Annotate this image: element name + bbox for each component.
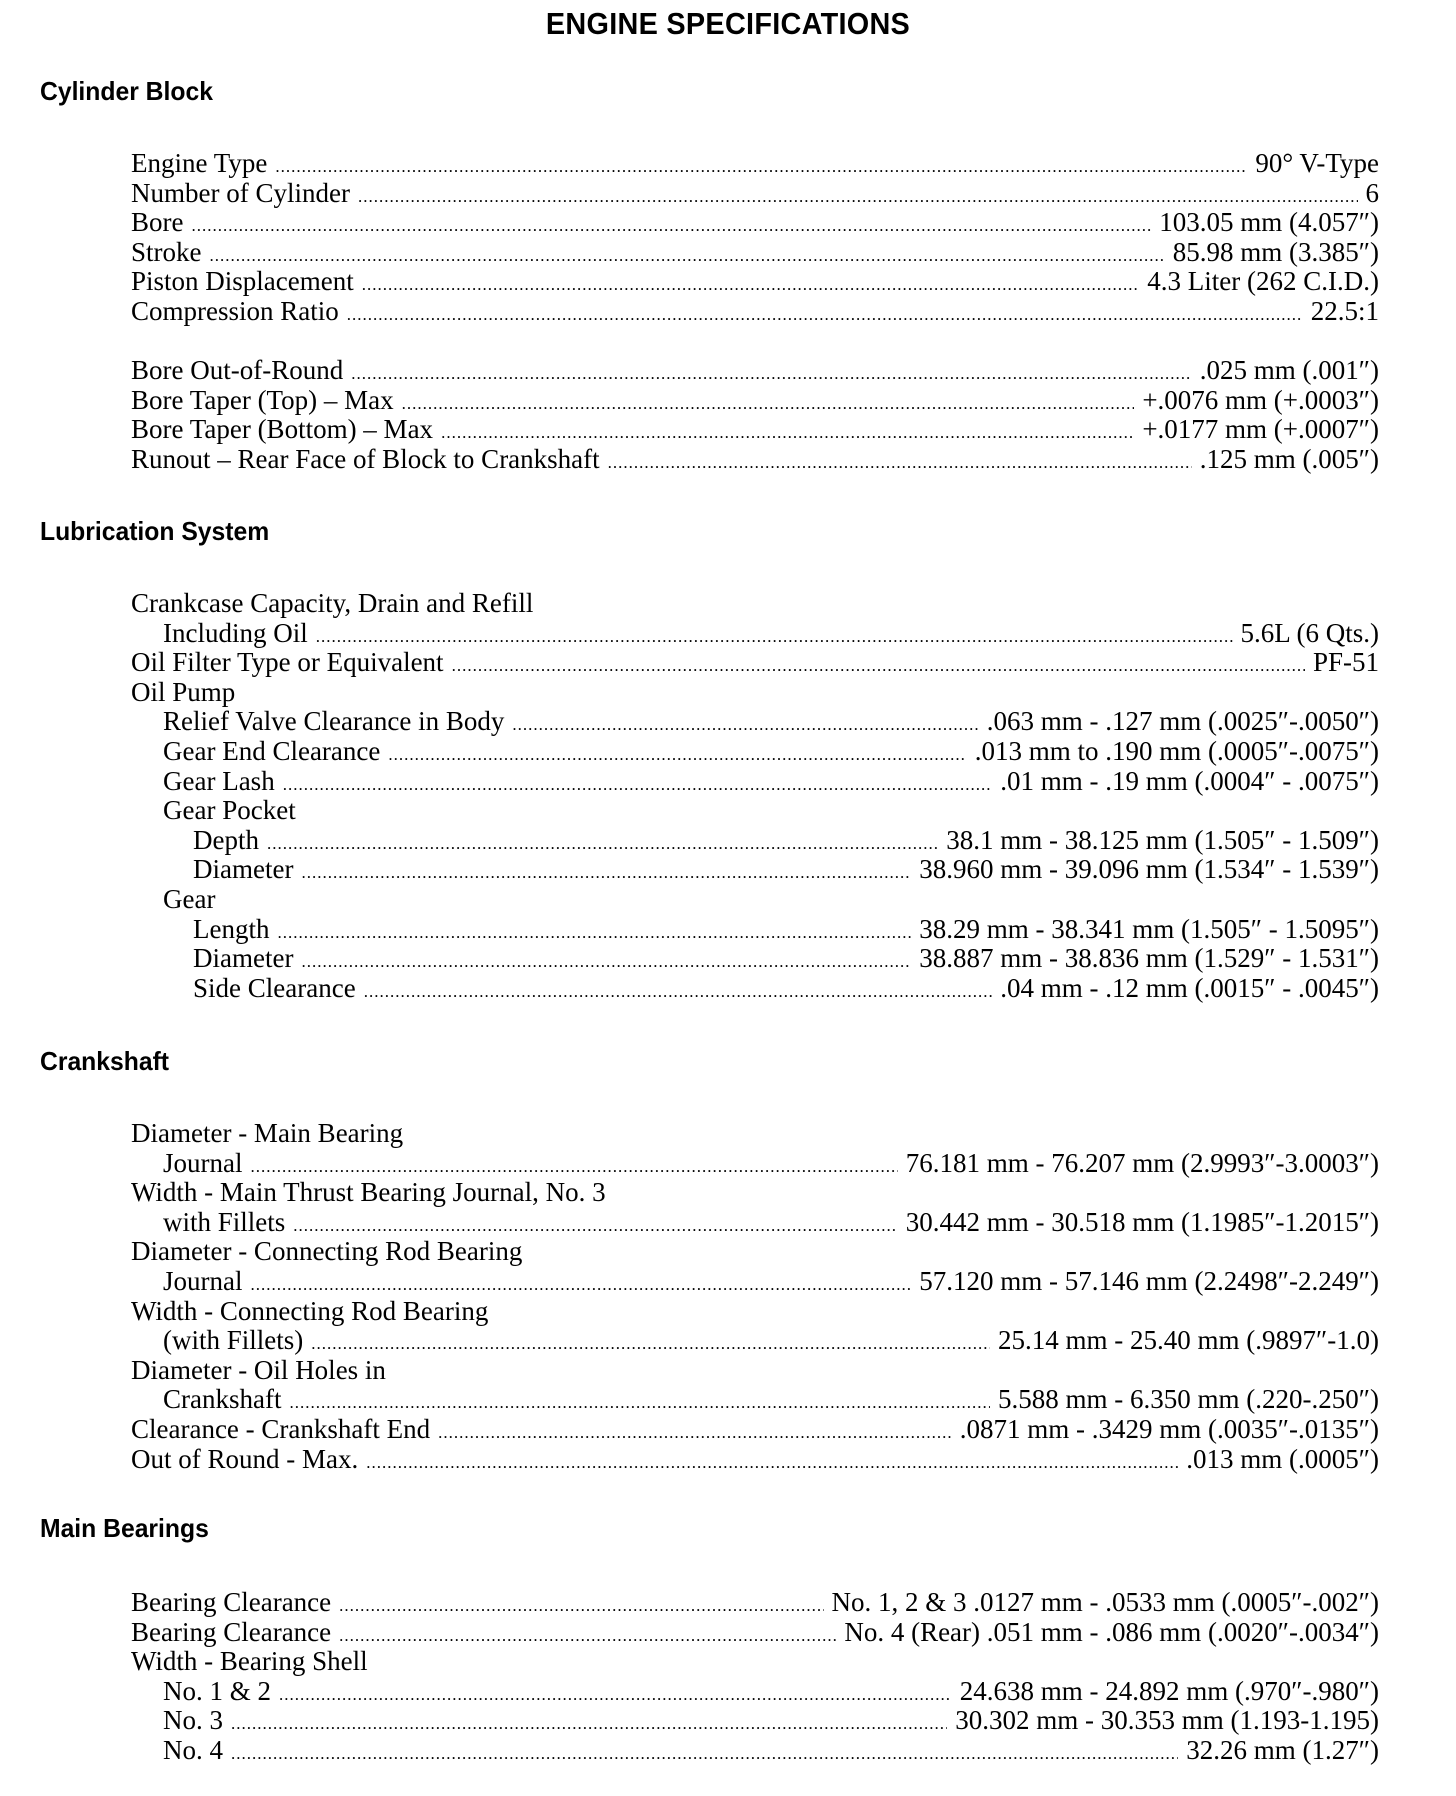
spec-label: with Fillets: [163, 1206, 286, 1237]
spec-label: Crankshaft: [163, 1384, 282, 1415]
spec-label: Bore Taper (Top) – Max: [131, 384, 394, 415]
dot-leader: [608, 453, 1192, 473]
spec-value: 76.181 mm - 76.207 mm (2.9993″-3.0003″): [905, 1147, 1379, 1178]
spec-row: [131, 854, 1379, 884]
dot-leader: [362, 275, 1140, 295]
spec-label: Gear Pocket: [163, 795, 296, 826]
spec-label: Diameter: [193, 943, 294, 974]
dot-leader: [250, 1275, 911, 1295]
spec-row: [131, 1414, 1379, 1444]
spec-value: .025 mm (.001″): [1199, 355, 1379, 386]
spec-row: [131, 884, 1379, 914]
dot-leader: [231, 1744, 1178, 1764]
dot-leader: [402, 394, 1135, 414]
spec-label: No. 4: [163, 1734, 223, 1765]
spec-value: 30.302 mm - 30.353 mm (1.193-1.195): [955, 1705, 1379, 1736]
section-heading-main-bearings: Main Bearings: [40, 1513, 209, 1543]
crankshaft-specs: [131, 1118, 1379, 1473]
spec-label: Bearing Clearance: [131, 1616, 332, 1647]
spec-row: [131, 677, 1379, 707]
spec-label: Journal: [163, 1147, 243, 1178]
spec-row: [131, 237, 1379, 267]
spec-row: [131, 1177, 1379, 1207]
page-title: ENGINE SPECIFICATIONS: [545, 6, 911, 41]
dot-leader: [301, 863, 911, 883]
spec-label: Bearing Clearance: [131, 1587, 332, 1617]
spec-value: +.0076 mm (+.0003″): [1142, 384, 1379, 415]
spec-row: [131, 266, 1379, 296]
dot-leader: [438, 1423, 952, 1443]
spec-row: [131, 1118, 1379, 1148]
spec-label: Gear End Clearance: [163, 735, 381, 766]
dot-leader: [512, 715, 978, 735]
dot-leader: [452, 656, 1305, 676]
spec-row: [131, 825, 1379, 855]
cylinder-block-specs: [131, 148, 1379, 474]
spec-row: [131, 1236, 1379, 1266]
spec-value: No. 4 (Rear) .051 mm - .086 mm (.0020″-.0034″): [844, 1616, 1379, 1647]
spec-label: No. 1 & 2: [163, 1675, 271, 1706]
spec-label: Diameter - Connecting Rod Bearing: [131, 1236, 523, 1267]
spec-value: 38.960 mm - 39.096 mm (1.534″ - 1.539″): [919, 854, 1379, 885]
spec-value: 6: [1365, 177, 1379, 208]
spec-label: Clearance - Crankshaft End: [131, 1413, 431, 1444]
dot-leader: [339, 1596, 823, 1616]
spec-label: (with Fillets): [163, 1325, 304, 1356]
spec-row: [131, 795, 1379, 825]
dot-leader: [191, 216, 1151, 236]
spec-row: [131, 1207, 1379, 1237]
spec-label: Piston Displacement: [131, 266, 354, 297]
spec-row: [131, 618, 1379, 648]
spec-value: 5.6L (6 Qts.): [1240, 617, 1379, 648]
spec-value: .0871 mm - .3429 mm (.0035″-.0135″): [959, 1413, 1379, 1444]
spec-value: .013 mm (.0005″): [1186, 1443, 1379, 1474]
spec-label: Width - Connecting Rod Bearing: [131, 1295, 489, 1326]
spec-row: [131, 736, 1379, 766]
spec-row: [131, 296, 1379, 326]
spec-label: Relief Valve Clearance in Body: [163, 706, 505, 737]
spec-row: [131, 414, 1379, 444]
spec-value: .125 mm (.005″): [1199, 443, 1379, 474]
lubrication-system-specs: [131, 588, 1379, 1002]
spec-row: [131, 1735, 1379, 1765]
spec-label: No. 3: [163, 1705, 223, 1736]
spec-row: [131, 766, 1379, 796]
spec-label: Side Clearance: [193, 972, 356, 1003]
spec-row: [131, 178, 1379, 208]
spec-label: Out of Round - Max.: [131, 1443, 359, 1474]
spec-row: [131, 1148, 1379, 1178]
spacer: [131, 326, 1379, 356]
spec-row: [131, 385, 1379, 415]
spec-value: .04 mm - .12 mm (.0015″ - .0045″): [1000, 972, 1379, 1003]
dot-leader: [358, 187, 1358, 207]
spec-value: +.0177 mm (+.0007″): [1142, 414, 1379, 445]
dot-leader: [364, 982, 993, 1002]
spec-label: Journal: [163, 1265, 243, 1296]
spec-label: Crankcase Capacity, Drain and Refill: [131, 588, 534, 618]
dot-leader: [441, 423, 1134, 443]
spec-label: Oil Filter Type or Equivalent: [131, 647, 444, 678]
spec-row: [131, 444, 1379, 474]
spec-label: Stroke: [131, 236, 202, 267]
spec-row: [131, 1325, 1379, 1355]
dot-leader: [301, 952, 911, 972]
dot-leader: [388, 745, 966, 765]
dot-leader: [347, 305, 1303, 325]
dot-leader: [267, 834, 938, 854]
spec-value: 22.5:1: [1310, 295, 1379, 326]
section-heading-lubrication-system: Lubrication System: [40, 516, 270, 546]
dot-leader: [289, 1393, 990, 1413]
spec-row: [131, 148, 1379, 178]
spec-value: 38.887 mm - 38.836 mm (1.529″ - 1.531″): [919, 943, 1379, 974]
spec-label: Gear: [163, 883, 216, 914]
spec-label: Including Oil: [163, 617, 308, 648]
spec-value: PF-51: [1312, 647, 1379, 678]
spec-value: 32.26 mm (1.27″): [1186, 1734, 1379, 1765]
section-heading-cylinder-block: Cylinder Block: [40, 76, 213, 106]
spec-value: 30.442 mm - 30.518 mm (1.1985″-1.2015″): [905, 1206, 1379, 1237]
spec-label: Gear Lash: [163, 765, 275, 796]
dot-leader: [339, 1626, 836, 1646]
spec-value: 4.3 Liter (262 C.I.D.): [1147, 266, 1379, 297]
spec-label: Diameter - Main Bearing: [131, 1118, 404, 1148]
spec-row: [131, 588, 1379, 618]
spec-label: Width - Main Thrust Bearing Journal, No. 3: [131, 1177, 606, 1208]
section-heading-crankshaft: Crankshaft: [40, 1046, 170, 1076]
spec-value: 57.120 mm - 57.146 mm (2.2498″-2.249″): [919, 1265, 1379, 1296]
spec-row: [131, 1296, 1379, 1326]
dot-leader: [231, 1714, 947, 1734]
spec-label: Width - Bearing Shell: [131, 1646, 368, 1677]
spec-value: 24.638 mm - 24.892 mm (.970″-.980″): [959, 1675, 1379, 1706]
spec-row: [131, 973, 1379, 1003]
spec-value: No. 1, 2 & 3 .0127 mm - .0533 mm (.0005″-.002″): [831, 1587, 1379, 1617]
spec-label: Oil Pump: [131, 676, 236, 707]
spec-label: Bore: [131, 207, 184, 238]
main-bearings-specs: [131, 1587, 1379, 1765]
spec-row: [131, 1705, 1379, 1735]
spec-row: [131, 1676, 1379, 1706]
dot-leader: [351, 364, 1192, 384]
spec-label: Diameter: [193, 854, 294, 885]
spec-row: [131, 1384, 1379, 1414]
spec-label: Number of Cylinder: [131, 177, 350, 208]
dot-leader: [316, 627, 1233, 647]
spec-row: [131, 1266, 1379, 1296]
spec-label: Compression Ratio: [131, 295, 339, 326]
spec-row: [131, 706, 1379, 736]
dot-leader: [210, 246, 1165, 266]
spec-row: [131, 1355, 1379, 1385]
spec-label: Runout – Rear Face of Block to Crankshaft: [131, 443, 600, 474]
spec-label: Depth: [193, 824, 259, 855]
spec-value: 85.98 mm (3.385″): [1172, 236, 1379, 267]
spec-row: [131, 1646, 1379, 1676]
spec-row: [131, 914, 1379, 944]
spec-row: [131, 1617, 1379, 1647]
spec-value: .01 mm - .19 mm (.0004″ - .0075″): [1000, 765, 1379, 796]
spec-row: [131, 207, 1379, 237]
dot-leader: [283, 775, 993, 795]
spec-value: 38.29 mm - 38.341 mm (1.505″ - 1.5095″): [919, 913, 1379, 944]
spec-value: 5.588 mm - 6.350 mm (.220-.250″): [998, 1384, 1379, 1415]
spec-label: Length: [193, 913, 270, 944]
spec-label: Engine Type: [131, 148, 268, 178]
spec-row: [131, 647, 1379, 677]
spec-value: 38.1 mm - 38.125 mm (1.505″ - 1.509″): [946, 824, 1379, 855]
spec-row: [131, 1444, 1379, 1474]
spec-label: Bore Out-of-Round: [131, 355, 344, 386]
dot-leader: [275, 157, 1247, 177]
dot-leader: [250, 1157, 897, 1177]
spec-value: .013 mm to .190 mm (.0005″-.0075″): [974, 735, 1379, 766]
spec-label: Bore Taper (Bottom) – Max: [131, 414, 434, 445]
spec-row: [131, 355, 1379, 385]
spec-row: [131, 943, 1379, 973]
spec-value: 90° V-Type: [1255, 148, 1379, 178]
dot-leader: [366, 1453, 1178, 1473]
dot-leader: [279, 1685, 952, 1705]
dot-leader: [293, 1216, 898, 1236]
dot-leader: [311, 1334, 990, 1354]
spec-value: .063 mm - .127 mm (.0025″-.0050″): [986, 706, 1379, 737]
spec-label: Diameter - Oil Holes in: [131, 1354, 386, 1385]
spec-value: 103.05 mm (4.057″): [1159, 207, 1379, 238]
dot-leader: [277, 923, 911, 943]
spec-row: [131, 1587, 1379, 1617]
spec-value: 25.14 mm - 25.40 mm (.9897″-1.0): [998, 1325, 1379, 1356]
